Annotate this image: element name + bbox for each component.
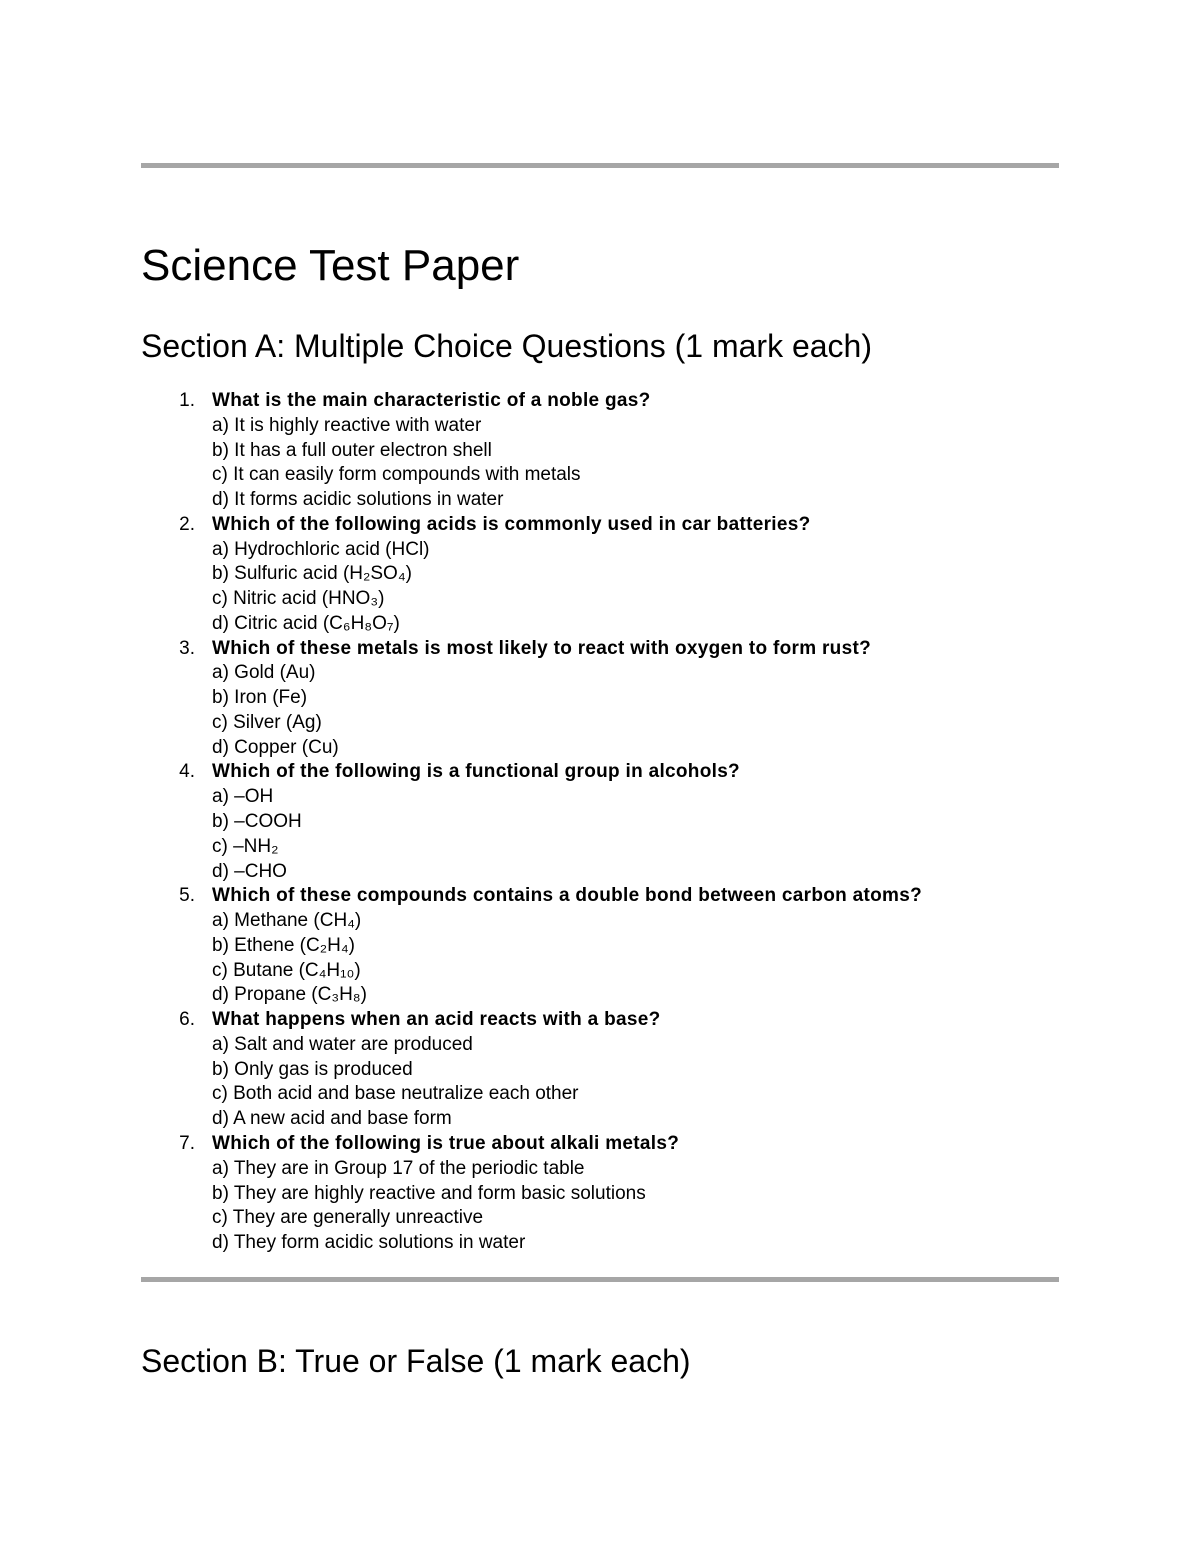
question-number: 2. xyxy=(179,513,195,535)
question-line xyxy=(0,513,1200,538)
question-number: 1. xyxy=(179,390,195,411)
question-line xyxy=(0,760,1200,785)
question-line xyxy=(0,884,1200,909)
answer-option: a) Gold (Au) xyxy=(212,662,316,684)
question-text: Which of these metals is most likely to react with oxygen to form rust? xyxy=(212,637,871,659)
question-item xyxy=(0,513,1200,637)
question-item xyxy=(0,1008,1200,1132)
answer-option: a) Methane (CH₄) xyxy=(212,910,362,932)
answer-option: c) Silver (Ag) xyxy=(212,711,322,733)
answer-option: a) Salt and water are produced xyxy=(212,1033,473,1055)
question-text: Which of these compounds contains a double bond between carbon atoms? xyxy=(212,885,923,907)
answer-option: b) Iron (Fe) xyxy=(212,687,308,709)
answer-option: b) Sulfuric acid (H₂SO₄) xyxy=(212,563,412,585)
question-line xyxy=(0,1132,1200,1157)
question-item xyxy=(0,760,1200,884)
answer-option: b) It has a full outer electron shell xyxy=(212,439,492,461)
answer-option: d) A new acid and base form xyxy=(212,1108,452,1130)
section-b-heading: Section B: True or False (1 mark each) xyxy=(141,1343,691,1379)
question-number: 5. xyxy=(179,885,195,907)
answer-option: a) –OH xyxy=(212,786,274,808)
question-line xyxy=(0,389,1200,414)
answer-option: a) It is highly reactive with water xyxy=(212,414,482,436)
page-title: Science Test Paper xyxy=(141,241,520,290)
answer-option: b) They are highly reactive and form basic solutions xyxy=(212,1182,646,1204)
question-number: 6. xyxy=(179,1009,195,1031)
question-text: What is the main characteristic of a noble gas? xyxy=(212,390,651,411)
answer-option: b) –COOH xyxy=(212,811,302,833)
question-list xyxy=(0,389,1200,1256)
question-item xyxy=(0,389,1200,513)
answer-option: d) They form acidic solutions in water xyxy=(212,1232,526,1254)
answer-option: d) Copper (Cu) xyxy=(212,736,339,758)
answer-option: d) Propane (C₃H₈) xyxy=(212,984,367,1006)
answer-option: a) They are in Group 17 of the periodic table xyxy=(212,1157,585,1179)
question-item xyxy=(0,1132,1200,1256)
answer-option: d) –CHO xyxy=(212,860,287,882)
answer-option: d) It forms acidic solutions in water xyxy=(212,489,504,511)
answer-option: c) It can easily form compounds with metals xyxy=(212,464,581,486)
question-item xyxy=(0,637,1200,761)
answer-option: b) Ethene (C₂H₄) xyxy=(212,934,355,956)
answer-option: b) Only gas is produced xyxy=(212,1058,413,1080)
question-number: 3. xyxy=(179,637,195,659)
question-number: 4. xyxy=(179,761,195,783)
answer-option: a) Hydrochloric acid (HCl) xyxy=(212,538,430,560)
question-text: What happens when an acid reacts with a base? xyxy=(212,1009,661,1031)
answer-option: c) Butane (C₄H₁₀) xyxy=(212,959,361,981)
question-text: Which of the following is true about alkali metals? xyxy=(212,1132,680,1154)
question-text: Which of the following acids is commonly used in car batteries? xyxy=(212,513,811,535)
question-line xyxy=(0,1008,1200,1033)
top-divider xyxy=(141,163,1059,168)
question-item xyxy=(0,884,1200,1008)
answer-option: c) Both acid and base neutralize each other xyxy=(212,1083,579,1105)
answer-option: d) Citric acid (C₆H₈O₇) xyxy=(212,612,400,634)
question-line xyxy=(0,637,1200,662)
question-text: Which of the following is a functional group in alcohols? xyxy=(212,761,740,783)
answer-option: c) Nitric acid (HNO₃) xyxy=(212,588,385,610)
section-divider xyxy=(141,1277,1059,1282)
answer-option: c) They are generally unreactive xyxy=(212,1207,484,1229)
section-a-heading: Section A: Multiple Choice Questions (1 mark each) xyxy=(141,328,872,364)
question-number: 7. xyxy=(179,1132,195,1154)
answer-option: c) –NH₂ xyxy=(212,835,279,857)
